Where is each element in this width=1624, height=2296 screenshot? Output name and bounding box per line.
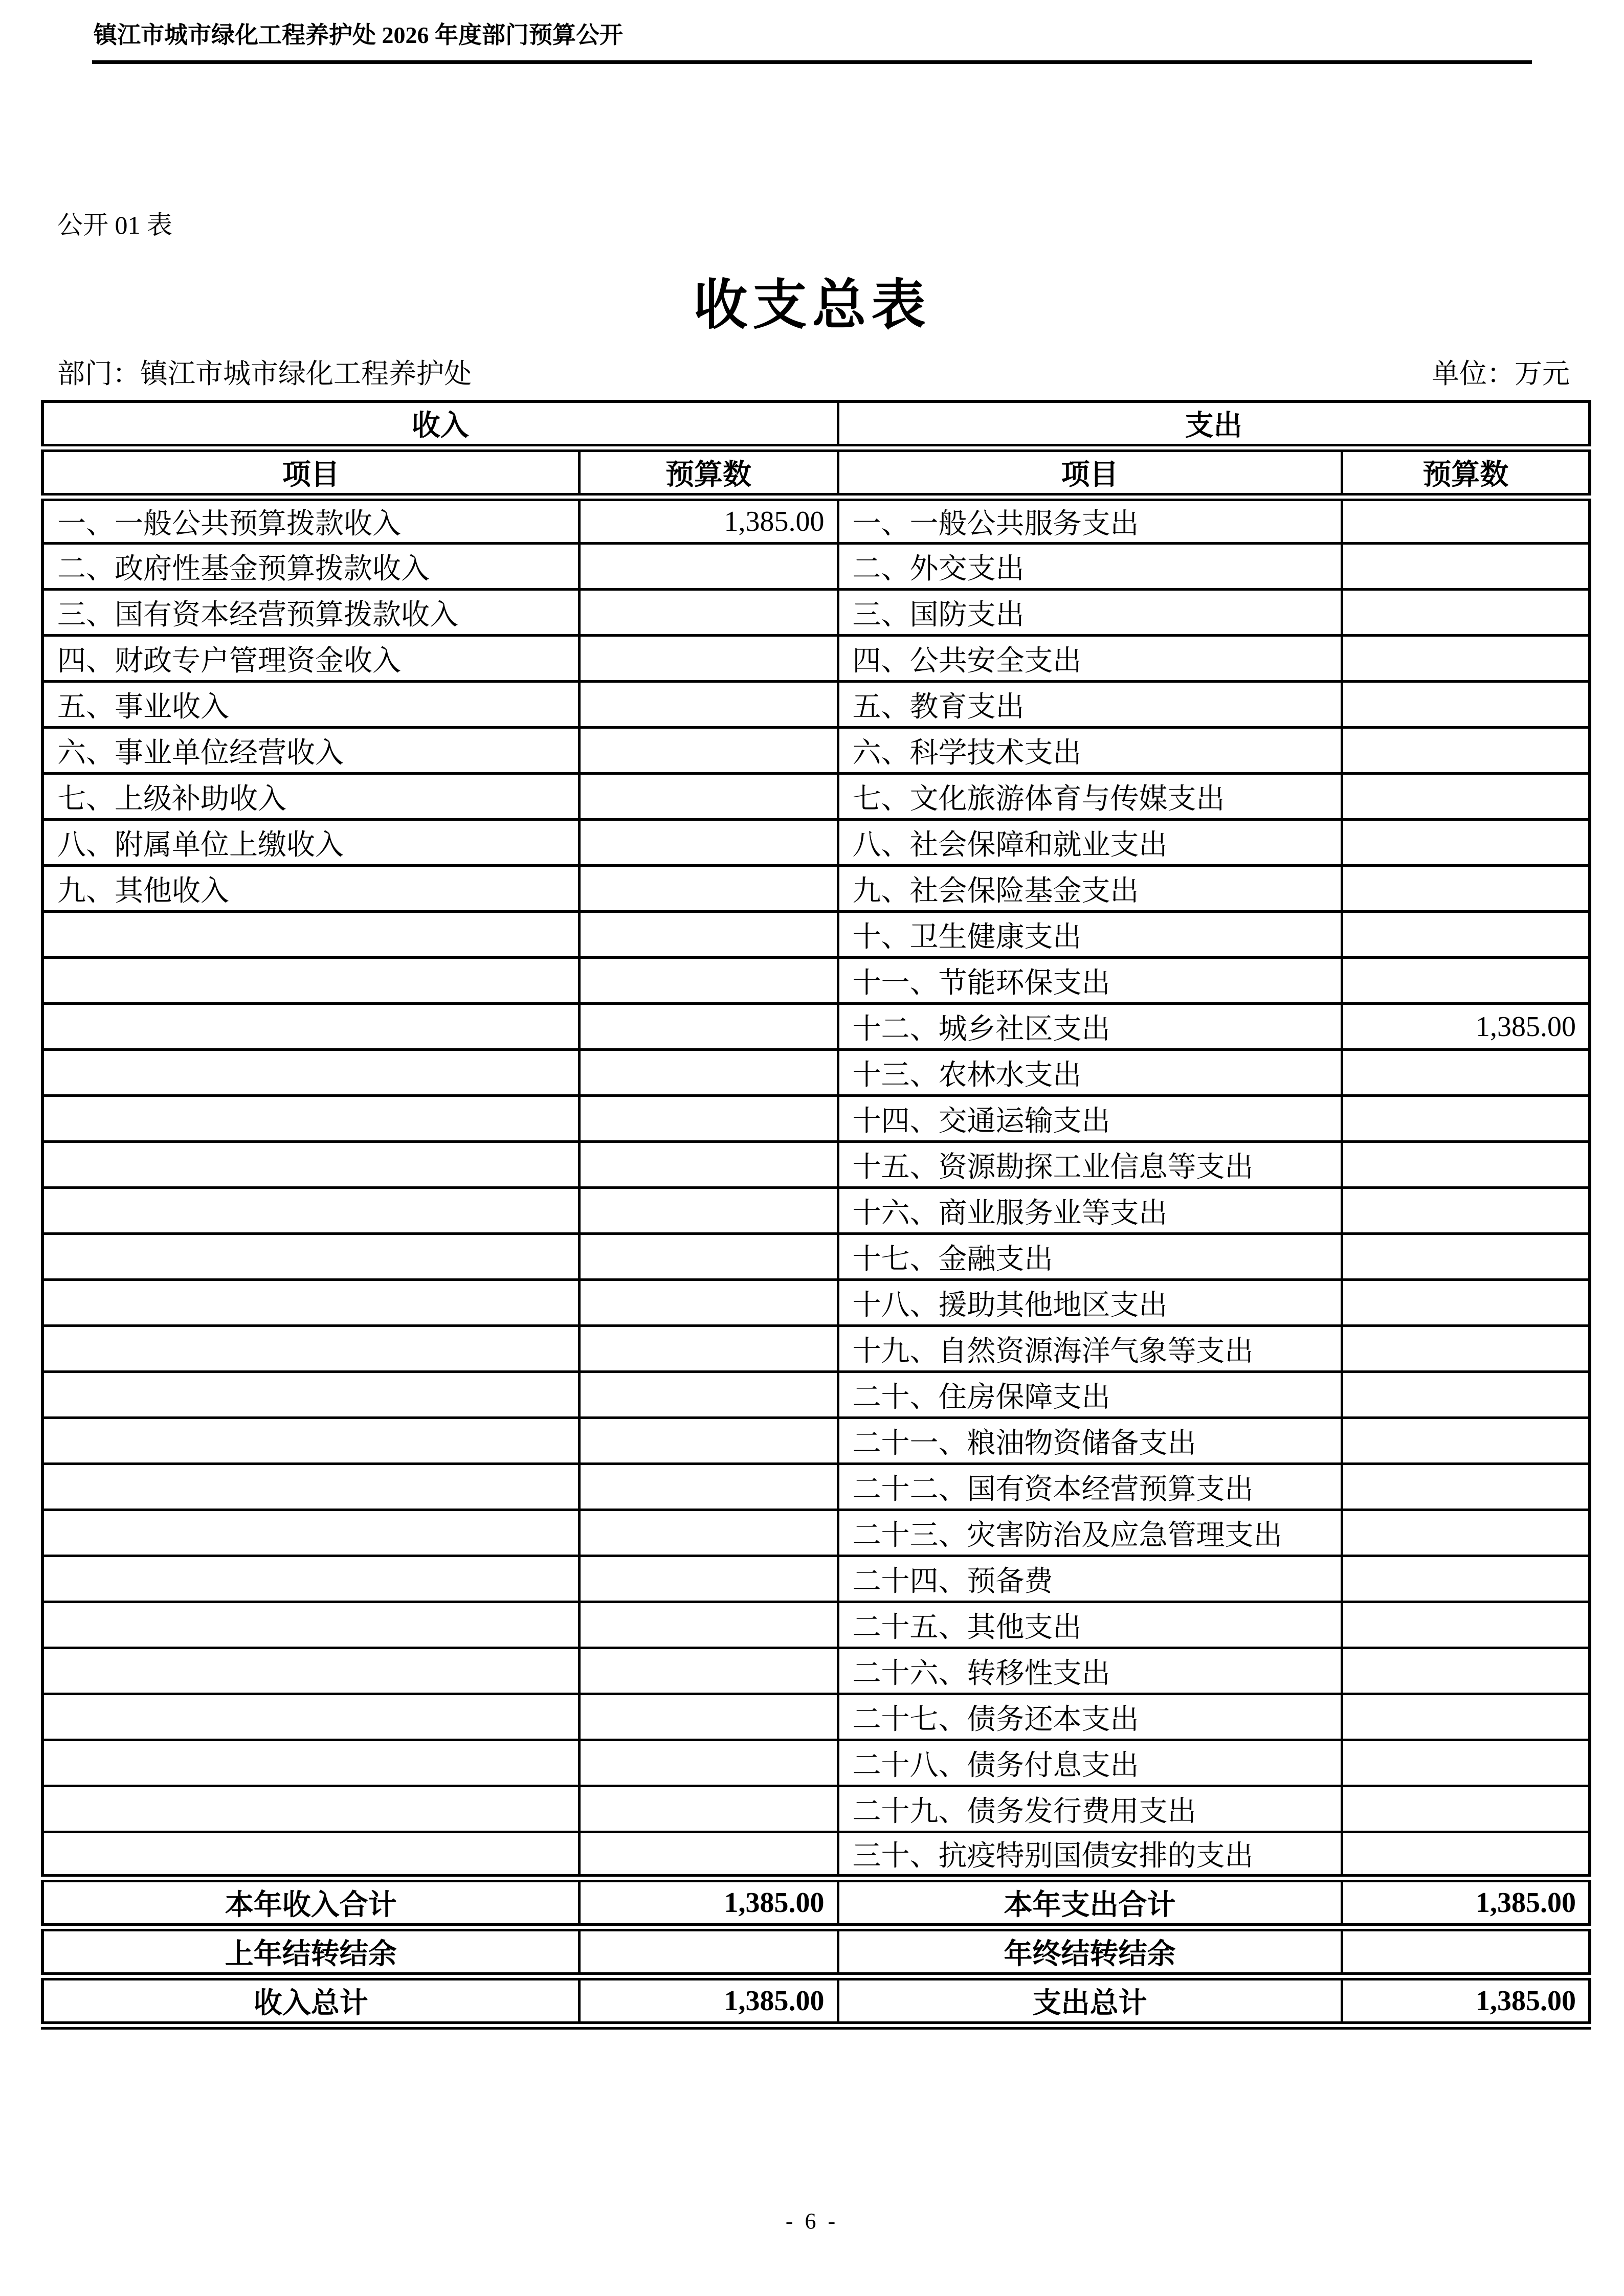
income-amount-cell [579, 1142, 838, 1188]
expense-item-cell: 一、一般公共服务支出 [838, 497, 1342, 544]
department-label: 部门：镇江市城市绿化工程养护处 [57, 358, 472, 389]
income-item-cell [42, 1050, 579, 1096]
expense-amount-cell [1342, 1372, 1590, 1418]
expense-item-cell: 十六、商业服务业等支出 [838, 1188, 1342, 1234]
expense-summary-label-cell: 年终结转结余 [838, 1927, 1342, 1976]
income-amount-cell [579, 544, 838, 590]
table-row [42, 912, 1590, 958]
expense-item-cell: 十一、节能环保支出 [838, 958, 1342, 1004]
income-item-cell: 七、上级补助收入 [42, 774, 579, 820]
income-amount-cell [579, 1234, 838, 1280]
income-item-cell [42, 1648, 579, 1694]
budget-summary-table [41, 400, 1591, 2030]
income-item-cell [42, 1740, 579, 1786]
income-amount-cell [579, 1096, 838, 1142]
meta-line [0, 352, 1624, 388]
income-amount-cell [579, 1602, 838, 1648]
income-summary-label-cell: 上年结转结余 [42, 1927, 579, 1976]
expense-summary-amount-cell: 1,385.00 [1342, 1878, 1590, 1927]
income-amount-cell [579, 1004, 838, 1050]
expense-item-cell: 二十、住房保障支出 [838, 1372, 1342, 1418]
page-number: - 6 - [785, 2209, 839, 2234]
expense-item-cell: 二十四、预备费 [838, 1556, 1342, 1602]
income-item-cell [42, 912, 579, 958]
table-row [42, 590, 1590, 636]
expense-amount-cell [1342, 1188, 1590, 1234]
expense-amount-cell [1342, 497, 1590, 544]
expense-item-cell: 八、社会保障和就业支出 [838, 820, 1342, 866]
income-section-header: 收入 [42, 401, 838, 448]
expense-budget-column-header: 预算数 [1342, 448, 1590, 497]
expense-item-cell: 三十、抗疫特别国债安排的支出 [838, 1832, 1342, 1879]
table-row [42, 497, 1590, 544]
expense-item-cell: 十二、城乡社区支出 [838, 1004, 1342, 1050]
table-body [42, 497, 1590, 1878]
expense-item-cell: 六、科学技术支出 [838, 728, 1342, 774]
table-row [42, 1510, 1590, 1556]
expense-amount-cell [1342, 820, 1590, 866]
income-summary-label-cell: 收入总计 [42, 1976, 579, 2025]
table-row [42, 682, 1590, 728]
expense-amount-cell [1342, 1142, 1590, 1188]
table-row [42, 1050, 1590, 1096]
table-row [42, 1786, 1590, 1832]
income-item-cell [42, 1556, 579, 1602]
income-amount-cell [579, 1418, 838, 1464]
summary-row [42, 1878, 1590, 1927]
header-rule [92, 60, 1532, 64]
expense-item-column-header: 项目 [838, 448, 1342, 497]
table-row [42, 1464, 1590, 1510]
income-amount-cell [579, 1556, 838, 1602]
column-header-row [42, 448, 1590, 497]
expense-amount-cell [1342, 1648, 1590, 1694]
expense-item-cell: 二十三、灾害防治及应急管理支出 [838, 1510, 1342, 1556]
table-row [42, 1740, 1590, 1786]
expense-item-cell: 十五、资源勘探工业信息等支出 [838, 1142, 1342, 1188]
expense-item-cell: 二十九、债务发行费用支出 [838, 1786, 1342, 1832]
income-item-cell [42, 1188, 579, 1234]
table-row [42, 1418, 1590, 1464]
table-row [42, 866, 1590, 912]
expense-amount-cell [1342, 1510, 1590, 1556]
page-title: 收支总表 [693, 276, 931, 335]
income-amount-cell [579, 590, 838, 636]
table-row [42, 1832, 1590, 1879]
income-summary-amount-cell: 1,385.00 [579, 1976, 838, 2025]
income-item-cell [42, 1280, 579, 1326]
income-amount-cell [579, 636, 838, 682]
expense-item-cell: 十八、援助其他地区支出 [838, 1280, 1342, 1326]
table-row [42, 1280, 1590, 1326]
income-item-cell: 八、附属单位上缴收入 [42, 820, 579, 866]
expense-amount-cell [1342, 1326, 1590, 1372]
table-row [42, 1096, 1590, 1142]
expense-amount-cell [1342, 1464, 1590, 1510]
income-item-cell [42, 1602, 579, 1648]
expense-amount-cell [1342, 1786, 1590, 1832]
income-item-cell [42, 1694, 579, 1740]
income-item-cell [42, 1004, 579, 1050]
table-row [42, 728, 1590, 774]
expense-item-cell: 二十二、国有资本经营预算支出 [838, 1464, 1342, 1510]
income-item-cell: 九、其他收入 [42, 866, 579, 912]
table-row [42, 1188, 1590, 1234]
income-item-cell [42, 1418, 579, 1464]
table-row [42, 774, 1590, 820]
income-item-cell [42, 1832, 579, 1879]
expense-item-cell: 七、文化旅游体育与传媒支出 [838, 774, 1342, 820]
income-summary-amount-cell: 1,385.00 [579, 1878, 838, 1927]
income-amount-cell [579, 820, 838, 866]
income-item-cell [42, 1786, 579, 1832]
expense-item-cell: 五、教育支出 [838, 682, 1342, 728]
income-amount-cell [579, 1326, 838, 1372]
table-row [42, 1648, 1590, 1694]
income-item-cell [42, 1372, 579, 1418]
income-summary-amount-cell [579, 1927, 838, 1976]
expense-amount-cell [1342, 1418, 1590, 1464]
income-amount-cell [579, 1740, 838, 1786]
income-item-column-header: 项目 [42, 448, 579, 497]
expense-amount-cell [1342, 958, 1590, 1004]
income-item-cell: 五、事业收入 [42, 682, 579, 728]
income-amount-cell [579, 1188, 838, 1234]
income-amount-cell [579, 866, 838, 912]
expense-amount-cell [1342, 1556, 1590, 1602]
income-amount-cell [579, 958, 838, 1004]
income-amount-cell [579, 912, 838, 958]
income-amount-cell [579, 682, 838, 728]
expense-amount-cell [1342, 866, 1590, 912]
income-amount-cell: 1,385.00 [579, 497, 838, 544]
expense-item-cell: 十三、农林水支出 [838, 1050, 1342, 1096]
expense-summary-label-cell: 支出总计 [838, 1976, 1342, 2025]
expense-amount-cell [1342, 682, 1590, 728]
table-row [42, 636, 1590, 682]
section-header-row [42, 401, 1590, 448]
expense-amount-cell [1342, 1234, 1590, 1280]
page-header-title: 镇江市城市绿化工程养护处 2026 年度部门预算公开 [94, 22, 623, 48]
expense-amount-cell [1342, 1694, 1590, 1740]
table-row [42, 1326, 1590, 1372]
expense-item-cell: 二十一、粮油物资储备支出 [838, 1418, 1342, 1464]
income-item-cell [42, 958, 579, 1004]
income-amount-cell [579, 1280, 838, 1326]
income-amount-cell [579, 1786, 838, 1832]
expense-summary-amount-cell [1342, 1927, 1590, 1976]
table-row [42, 1234, 1590, 1280]
table-row [42, 1142, 1590, 1188]
table-row [42, 1004, 1590, 1050]
expense-amount-cell [1342, 1096, 1590, 1142]
expense-summary-label-cell: 本年支出合计 [838, 1878, 1342, 1927]
income-item-cell [42, 1142, 579, 1188]
expense-amount-cell: 1,385.00 [1342, 1004, 1590, 1050]
income-item-cell: 一、一般公共预算拨款收入 [42, 497, 579, 544]
table-label: 公开 01 表 [57, 211, 172, 239]
expense-amount-cell [1342, 1740, 1590, 1786]
income-amount-cell [579, 1832, 838, 1879]
expense-item-cell: 十七、金融支出 [838, 1234, 1342, 1280]
income-amount-cell [579, 1464, 838, 1510]
expense-item-cell: 二十五、其他支出 [838, 1602, 1342, 1648]
income-item-cell: 三、国有资本经营预算拨款收入 [42, 590, 579, 636]
expense-section-header: 支出 [838, 401, 1590, 448]
income-item-cell [42, 1464, 579, 1510]
expense-amount-cell [1342, 728, 1590, 774]
income-item-cell: 四、财政专户管理资金收入 [42, 636, 579, 682]
expense-item-cell: 十四、交通运输支出 [838, 1096, 1342, 1142]
income-amount-cell [579, 1648, 838, 1694]
expense-amount-cell [1342, 636, 1590, 682]
expense-amount-cell [1342, 912, 1590, 958]
expense-amount-cell [1342, 1050, 1590, 1096]
income-amount-cell [579, 1694, 838, 1740]
income-item-cell [42, 1096, 579, 1142]
expense-amount-cell [1342, 590, 1590, 636]
expense-item-cell: 十九、自然资源海洋气象等支出 [838, 1326, 1342, 1372]
income-item-cell [42, 1326, 579, 1372]
expense-amount-cell [1342, 1832, 1590, 1879]
expense-amount-cell [1342, 1602, 1590, 1648]
expense-amount-cell [1342, 544, 1590, 590]
income-item-cell: 二、政府性基金预算拨款收入 [42, 544, 579, 590]
table-row [42, 958, 1590, 1004]
unit-label: 单位：万元 [1432, 358, 1570, 389]
expense-item-cell: 四、公共安全支出 [838, 636, 1342, 682]
income-item-cell [42, 1234, 579, 1280]
expense-item-cell: 十、卫生健康支出 [838, 912, 1342, 958]
expense-item-cell: 三、国防支出 [838, 590, 1342, 636]
expense-item-cell: 二十六、转移性支出 [838, 1648, 1342, 1694]
table-summary-body [42, 1878, 1590, 2025]
expense-item-cell: 二、外交支出 [838, 544, 1342, 590]
expense-amount-cell [1342, 1280, 1590, 1326]
expense-item-cell: 二十七、债务还本支出 [838, 1694, 1342, 1740]
expense-amount-cell [1342, 774, 1590, 820]
table-row [42, 820, 1590, 866]
income-item-cell: 六、事业单位经营收入 [42, 728, 579, 774]
income-budget-column-header: 预算数 [579, 448, 838, 497]
expense-summary-amount-cell: 1,385.00 [1342, 1976, 1590, 2025]
expense-item-cell: 九、社会保险基金支出 [838, 866, 1342, 912]
income-amount-cell [579, 774, 838, 820]
expense-item-cell: 二十八、债务付息支出 [838, 1740, 1342, 1786]
income-item-cell [42, 1510, 579, 1556]
table-row [42, 1372, 1590, 1418]
table-row [42, 1556, 1590, 1602]
income-amount-cell [579, 1372, 838, 1418]
income-amount-cell [579, 1510, 838, 1556]
income-summary-label-cell: 本年收入合计 [42, 1878, 579, 1927]
table-row [42, 544, 1590, 590]
income-amount-cell [579, 728, 838, 774]
summary-row [42, 1927, 1590, 1976]
income-amount-cell [579, 1050, 838, 1096]
summary-row [42, 1976, 1590, 2025]
table-row [42, 1694, 1590, 1740]
table-row [42, 1602, 1590, 1648]
